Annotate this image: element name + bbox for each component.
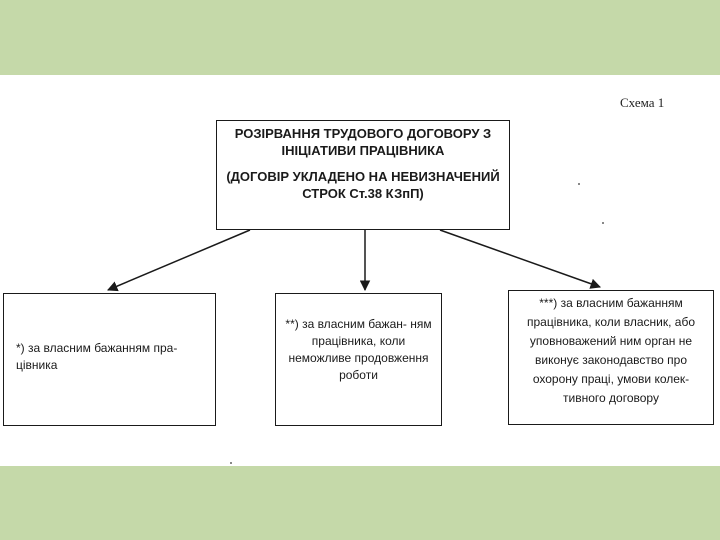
- child-node-1: *) за власним бажанням пра- цівника: [3, 293, 216, 426]
- scan-speck: [602, 222, 604, 224]
- child-node-3: ***) за власним бажанням працівника, коли власник, або уповноважений ним орган не виконує законодавство про охорону праці, умови колек- тивного договору: [508, 290, 714, 425]
- child-node-2: **) за власним бажан- ням працівника, коли неможливе продовження роботи: [275, 293, 442, 426]
- scan-speck: [230, 462, 232, 464]
- scan-speck: [578, 183, 580, 185]
- top-band: [0, 0, 720, 75]
- root-subtitle: (ДОГОВІР УКЛАДЕНО НА НЕВИЗНАЧЕНИЙ СТРОК Ст.38 КЗпП): [226, 169, 500, 201]
- bottom-band: [0, 466, 720, 540]
- scheme-label: Схема 1: [620, 95, 665, 110]
- root-node: [216, 120, 510, 230]
- root-title: РОЗІРВАННЯ ТРУДОВОГО ДОГОВОРУ З ІНІЦІАТИВИ ПРАЦІВНИКА: [234, 126, 492, 158]
